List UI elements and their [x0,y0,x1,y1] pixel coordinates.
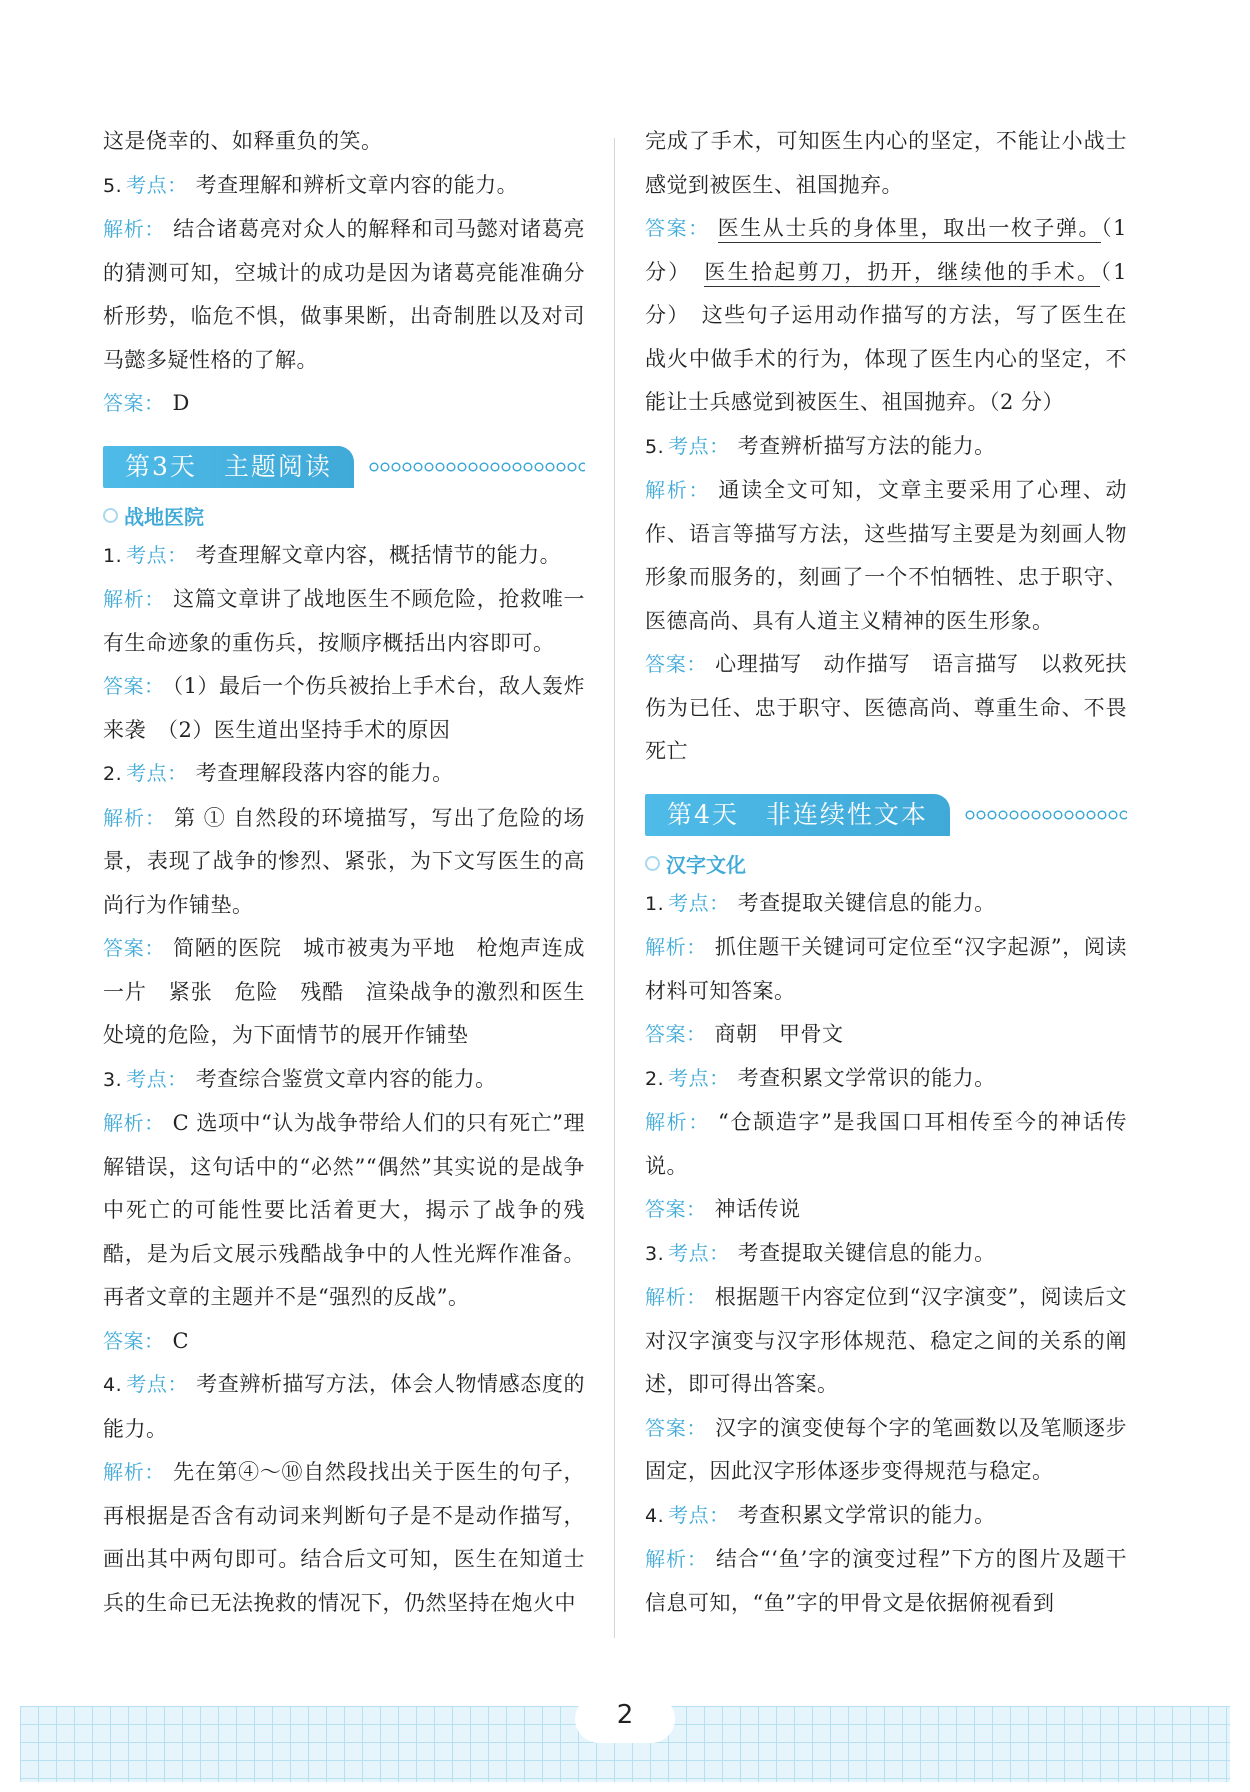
right-column [645,120,1127,1625]
banner-title: 第4天 非连续性文本 [645,794,950,836]
question-1: 1. 考点： 考查提取关键信息的能力。 [645,890,996,915]
question-3: 3. 考点： 考查综合鉴赏文章内容的能力。 [103,1066,497,1091]
column-divider [614,138,615,1638]
question-5: 5. 考点： 考查辨析描写方法的能力。 [645,433,996,458]
analysis: 解析： 根据题干内容定位到“汉字演变”，阅读后文对汉字演变与汉字形体规范、稳定之间的关系的阐述，即可得出答案。 [645,1285,1127,1396]
circle-bullet-icon [645,856,660,871]
answer: 答案： 简陋的医院 城市被夷为平地 枪炮声连成一片 紧张 危险 残酷 渲染战争的激烈和医生处境的危险，为下面情节的展开作铺垫 [103,936,586,1047]
analysis: 解析： C 选项中“认为战争带给人们的只有死亡”理解错误，这句话中的“必然”“偶然”其实说的是战争中死亡的可能性要比活着更大，揭示了战争的残酷，是为后文展示残酷战争中的人性光辉作准备。再者文章的主题并不是“强烈的反战”。 [103,1111,585,1309]
paragraph: 完成了手术，可知医生内心的坚定，不能让小战士感觉到被医生、祖国抛弃。 [645,129,1127,197]
page-number: 2 [616,1700,634,1730]
answer: 答案： （1）最后一个伤兵被抬上手术台，敌人轰炸来袭 （2）医生道出坚持手术的原因 [103,674,586,742]
section-banner-day3 [103,446,585,488]
answer: 答案： 医生从士兵的身体里，取出一枚子弹。（1 分） 医生拾起剪刀，扔开，继续他的手术。（1 分） 这些句子运用动作描写的方法，写了医生在战火中做手术的行为，体现了医生内心的坚定，不能让士兵感觉到被医生、祖国抛弃。（2 分） [645,216,1128,414]
analysis: 解析： “仓颉造字”是我国口耳相传至今的神话传说。 [645,1110,1127,1178]
answer: 答案： 心理描写 动作描写 语言描写 以救死扶伤为已任、忠于职守、医德高尚、尊重生命、不畏死亡 [645,652,1128,763]
answer: 答案： 商朝 甲骨文 [645,1022,844,1046]
question-1: 1. 考点： 考查理解文章内容，概括情节的能力。 [103,542,562,567]
question-4: 4. 考点： 考查积累文学常识的能力。 [645,1502,996,1527]
analysis: 解析： 通读全文可知，文章主要采用了心理、动作、语言等描写方法，这些描写主要是为刻画人物形象而服务的，刻画了一个不怕牺牲、忠于职守、医德高尚、具有人道主义精神的医生形象。 [645,478,1128,633]
question-5: 5. 考点： 考查理解和辨析文章内容的能力。 [103,172,519,197]
question-4: 4. 考点： 考查辨析描写方法，体会人物情感态度的能力。 [103,1372,586,1441]
analysis: 解析： 先在第④～⑩自然段找出关于医生的句子，再根据是否含有动词来判断句子是不是动作描写，画出其中两句即可。结合后文可知，医生在知道士兵的生命已无法挽救的情况下，仍然坚持在炮火中 [103,1460,586,1615]
question-3: 3. 考点： 考查提取关键信息的能力。 [645,1240,996,1265]
underlined-sentence: 医生拾起剪刀，扔开，继续他的手术。 [704,260,1100,287]
section-banner-day4 [645,794,1127,836]
analysis: 解析： 抓住题干关键词可定位至“汉字起源”，阅读材料可知答案。 [645,935,1127,1003]
analysis: 解析： 结合“‘鱼’字的演变过程”下方的图片及题干信息可知，“鱼”字的甲骨文是依据俯视看到 [645,1547,1127,1615]
paragraph: 这是侥幸的、如释重负的笑。 [103,129,383,153]
answer: 答案： 神话传说 [645,1197,801,1221]
circle-bullet-icon [103,508,118,523]
article-title: 战地医院 [103,500,585,534]
answer: 答案： 汉字的演变使每个字的笔画数以及笔顺逐步固定，因此汉字形体逐步变得规范与稳定。 [645,1415,1128,1483]
answer: 答案： D [103,391,190,415]
analysis: 解析： 第 ① 自然段的环境描写，写出了危险的场景，表现了战争的惨烈、紧张，为下文写医生的高尚行为作铺垫。 [103,805,586,917]
analysis: 解析： 结合诸葛亮对众人的解释和司马懿对诸葛亮的猜测可知，空城计的成功是因为诸葛亮能准确分析形势，临危不惧，做事果断，出奇制胜以及对司马懿多疑性格的了解。 [103,217,586,372]
answer: 答案： C [103,1328,190,1353]
article-title: 汉字文化 [645,848,1127,882]
question-2: 2. 考点： 考查理解段落内容的能力。 [103,761,454,785]
question-2: 2. 考点： 考查积累文学常识的能力。 [645,1065,996,1090]
banner-title: 第3天 主题阅读 [103,446,354,488]
left-column [103,120,585,1625]
analysis: 解析： 这篇文章讲了战地医生不顾危险，抢救唯一有生命迹象的重伤兵，按顺序概括出内容即可。 [103,587,586,655]
chain-decoration-icon [368,461,585,473]
underlined-sentence: 医生从士兵的身体里，取出一枚子弹。 [718,216,1101,243]
chain-decoration-icon [964,809,1127,821]
